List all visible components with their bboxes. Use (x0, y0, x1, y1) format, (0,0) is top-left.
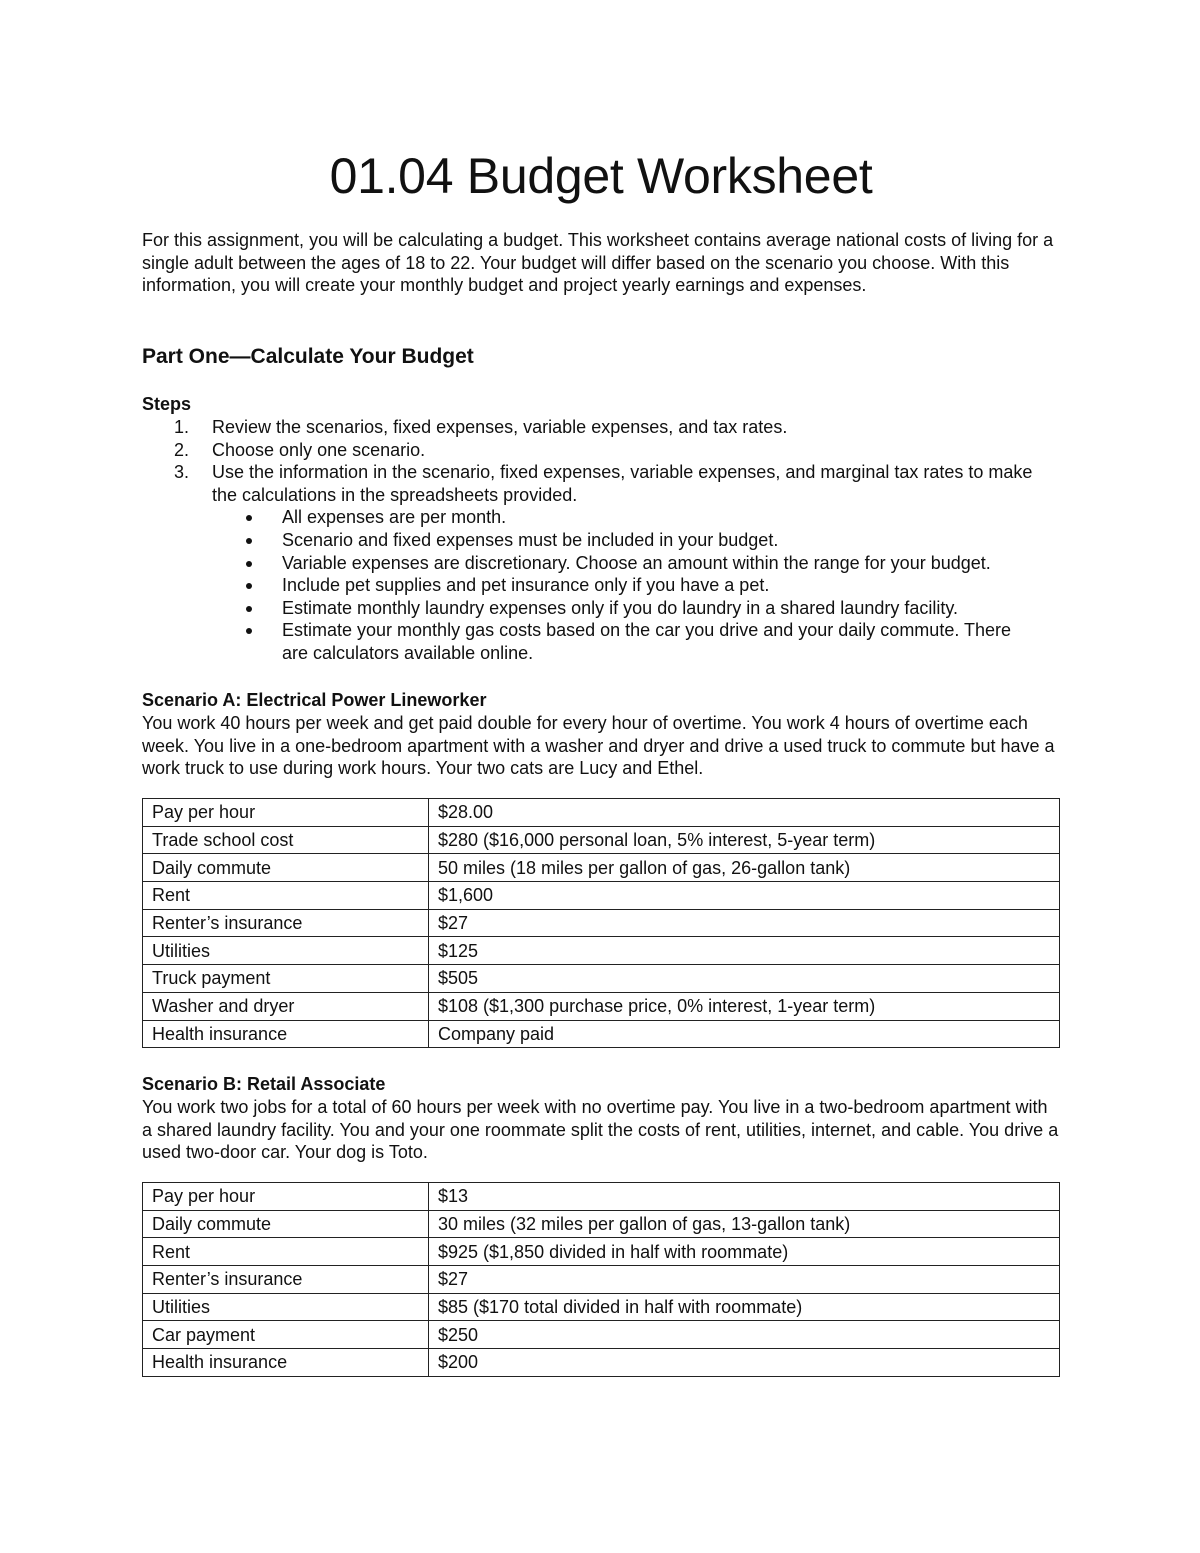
step-text: Review the scenarios, fixed expenses, variable expenses, and tax rates. (212, 417, 788, 437)
table-cell-value: Company paid (429, 1020, 1060, 1048)
table-cell-value: $125 (429, 937, 1060, 965)
table-cell-label: Pay per hour (143, 799, 429, 827)
table-cell-value: $250 (429, 1321, 1060, 1349)
table-row (143, 826, 1060, 854)
table-cell-label: Utilities (143, 1293, 429, 1321)
table-cell-label: Health insurance (143, 1349, 429, 1377)
table-row (143, 1349, 1060, 1377)
bullet-item (212, 574, 1060, 597)
bullet-icon (246, 561, 252, 567)
table-row (143, 1183, 1060, 1211)
bullet-item (212, 529, 1060, 552)
table-cell-value: $200 (429, 1349, 1060, 1377)
table-cell-value: $85 ($170 total divided in half with roommate) (429, 1293, 1060, 1321)
table-cell-value: $1,600 (429, 882, 1060, 910)
bullet-icon (246, 583, 252, 589)
bullet-item (212, 552, 1060, 575)
table-cell-value: $28.00 (429, 799, 1060, 827)
table-cell-label: Pay per hour (143, 1183, 429, 1211)
table-cell-value: $505 (429, 965, 1060, 993)
bullet-text: Estimate your monthly gas costs based on the car you drive and your daily commute. There are calculators available online. (282, 620, 1012, 663)
table-cell-label: Renter’s insurance (143, 909, 429, 937)
scenario-a-table (142, 798, 1060, 1048)
steps-list (142, 416, 1060, 665)
steps-heading: Steps (142, 394, 192, 414)
table-cell-label: Health insurance (143, 1020, 429, 1048)
table-cell-value: $13 (429, 1183, 1060, 1211)
table-row (143, 1210, 1060, 1238)
table-cell-value: 50 miles (18 miles per gallon of gas, 26-gallon tank) (429, 854, 1060, 882)
bullet-text: All expenses are per month. (282, 507, 507, 528)
table-cell-label: Daily commute (143, 854, 429, 882)
table-cell-label: Utilities (143, 937, 429, 965)
scenario-b-title: Scenario B: Retail Associate (142, 1074, 386, 1094)
table-cell-label: Rent (143, 882, 429, 910)
table-row (143, 799, 1060, 827)
step-number: 1. (174, 417, 190, 437)
table-row (143, 1293, 1060, 1321)
step-text: Use the information in the scenario, fixed expenses, variable expenses, and marginal tax rates to make the calculations in the spreadsheets provided. (212, 462, 1033, 505)
table-cell-label: Washer and dryer (143, 992, 429, 1020)
bullet-item (212, 506, 1060, 529)
step-bullet-list (212, 506, 1060, 664)
table-row (143, 965, 1060, 993)
table-row (143, 882, 1060, 910)
table-cell-label: Trade school cost (143, 826, 429, 854)
bullet-text: Variable expenses are discretionary. Choose an amount within the range for your budget. (282, 552, 991, 573)
table-row (143, 1238, 1060, 1266)
page-title: 01.04 Budget Worksheet (329, 148, 873, 204)
step-text: Choose only one scenario. (212, 439, 426, 460)
bullet-text: Include pet supplies and pet insurance only if you have a pet. (282, 575, 770, 596)
table-row (143, 1321, 1060, 1349)
table-row (143, 937, 1060, 965)
table-cell-label: Rent (143, 1238, 429, 1266)
table-row (143, 854, 1060, 882)
table-row (143, 992, 1060, 1020)
step-item (142, 439, 1060, 462)
step-number: 2. (174, 439, 190, 460)
bullet-text: Estimate monthly laundry expenses only if you do laundry in a shared laundry facility. (282, 597, 959, 618)
table-cell-label: Truck payment (143, 965, 429, 993)
bullet-item (212, 597, 1060, 620)
step-number: 3. (174, 462, 190, 483)
bullet-icon (246, 515, 252, 521)
intro-paragraph: For this assignment, you will be calculating a budget. This worksheet contains average national costs of living for a single adult between the ages of 18 to 22. Your budget will differ based on the scenario you choose. With this information, you will create your monthly budget and project yearly earnings and expenses. (142, 230, 1054, 296)
table-cell-value: $27 (429, 909, 1060, 937)
scenario-b-table (142, 1182, 1060, 1377)
table-cell-value: $280 ($16,000 personal loan, 5% interest, 5-year term) (429, 826, 1060, 854)
table-row (143, 909, 1060, 937)
table-cell-value: $108 ($1,300 purchase price, 0% interest, 1-year term) (429, 992, 1060, 1020)
table-cell-value: 30 miles (32 miles per gallon of gas, 13-gallon tank) (429, 1210, 1060, 1238)
table-cell-label: Car payment (143, 1321, 429, 1349)
table-cell-label: Renter’s insurance (143, 1266, 429, 1294)
table-row (143, 1020, 1060, 1048)
bullet-item (212, 619, 1060, 664)
table-row (143, 1266, 1060, 1294)
table-cell-value: $27 (429, 1266, 1060, 1294)
bullet-icon (246, 538, 252, 544)
bullet-icon (246, 606, 252, 612)
bullet-text: Scenario and fixed expenses must be included in your budget. (282, 529, 779, 550)
part-one-heading: Part One—Calculate Your Budget (142, 345, 474, 368)
step-item (142, 461, 1060, 664)
table-cell-value: $925 ($1,850 divided in half with roommate) (429, 1238, 1060, 1266)
bullet-icon (246, 628, 252, 634)
step-item (142, 416, 1060, 439)
scenario-b-description: You work two jobs for a total of 60 hours per week with no overtime pay. You live in a two-bedroom apartment with a shared laundry facility. You and your one roommate split the costs of rent, utilities, internet, and cable. You drive a used two-door car. Your dog is Toto. (142, 1097, 1059, 1163)
table-cell-label: Daily commute (143, 1210, 429, 1238)
scenario-a-title: Scenario A: Electrical Power Lineworker (142, 690, 487, 710)
scenario-a-description: You work 40 hours per week and get paid double for every hour of overtime. You work 4 hours of overtime each week. You live in a one-bedroom apartment with a washer and dryer and drive a used truck to commute but have a work truck to use during work hours. Your two cats are Lucy and Ethel. (142, 713, 1055, 779)
